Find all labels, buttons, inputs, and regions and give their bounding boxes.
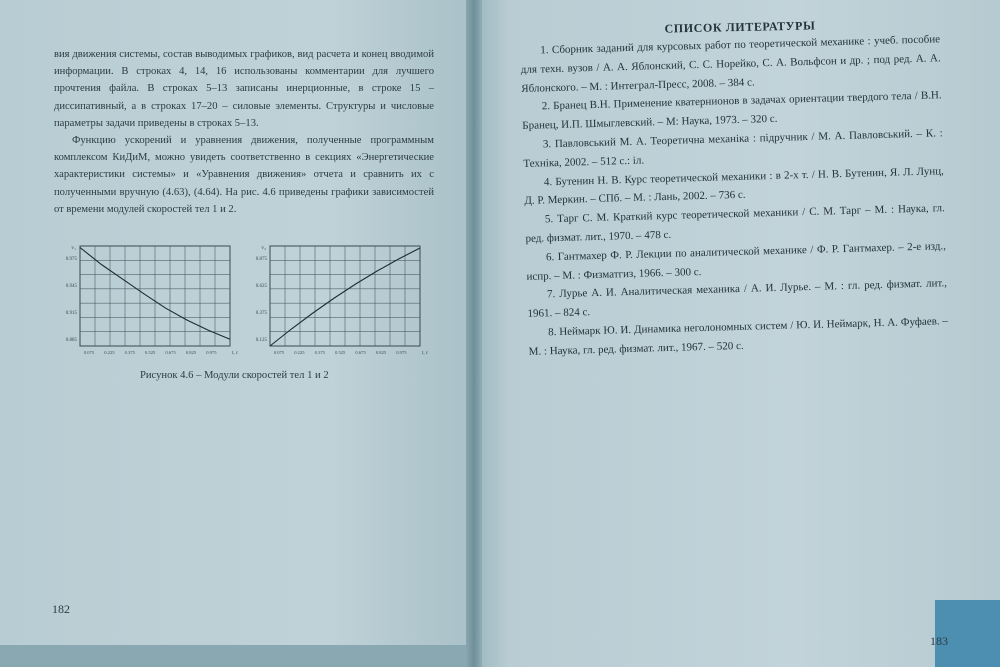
reference-item: 4. Бутенин Н. В. Курс теоретической механики : в 2-х т. / Н. В. Бутенин, Я. Л. Лунц, Д. Р. Меркин. – СПб. – М. : Лань, 2002. – 736 с. bbox=[524, 164, 944, 208]
y-tick-label: 0.915 bbox=[65, 311, 77, 316]
chart-v2 bbox=[240, 236, 430, 364]
page-number-left: 182 bbox=[52, 602, 70, 616]
chart-v1-svg bbox=[50, 236, 240, 364]
book-gutter bbox=[466, 0, 482, 667]
x-tick-label: 0.975 bbox=[396, 350, 407, 355]
y-tick-label: 0.945 bbox=[65, 284, 77, 289]
y-axis-label: v₂ bbox=[261, 245, 266, 251]
references-title: СПИСОК ЛИТЕРАТУРЫ bbox=[664, 18, 816, 36]
reference-item: 2. Бранец В.Н. Применение кватернионов в задачах ориентации твердого тела / В.Н. Бранец, И.П. Шмыглевский. – М: Наука, 1973. – 320 с. bbox=[522, 89, 942, 133]
left-body-text bbox=[54, 46, 434, 218]
x-tick-label: 0.375 bbox=[314, 350, 325, 355]
x-tick-label: 0.825 bbox=[375, 350, 387, 355]
paragraph: вия движения системы, состав выводимых графиков, вид расчета и конец вводимой информации. В строках 4, 14, 16 использованы комментарии для лучшего прочтения файла. В строках 5–13 записаны инерционные, в строке 15 – диссипативный, а в строках 17–20 – силовые элементы. Структуры и числовые параметры задачи приведены в строках 5–13. bbox=[54, 49, 434, 129]
chart-v2-svg bbox=[240, 236, 430, 364]
x-tick-label: 0.225 bbox=[294, 350, 305, 355]
y-tick-label: 0.625 bbox=[255, 284, 267, 289]
references-list bbox=[520, 30, 949, 361]
paragraph: Функцию ускорений и уравнения движения, полученные программным комплексом КиДиМ, можно увидеть соответственно в секциях «Энергетические характеристики системы» и «Уравнения движения» отчета и сравнить их с полученными вручную (4.63), (4.64). На рис. 4.6 приведены графики зависимостей от времени модулей скоростей тел 1 и 2. bbox=[54, 135, 434, 215]
y-tick-label: 0.885 bbox=[65, 338, 77, 343]
reference-item: 6. Гантмахер Ф. Р. Лекции по аналитической механике / Ф. Р. Гантмахер. – 2-е изд., испр. – М. : Физматгиз, 1966. – 300 с. bbox=[526, 239, 947, 283]
x-tick-label: 0.675 bbox=[165, 350, 176, 355]
x-axis-label: t, c bbox=[232, 351, 239, 356]
x-axis-label: t, c bbox=[422, 351, 429, 356]
x-tick-label: 0.375 bbox=[124, 350, 135, 355]
x-tick-label: 0.075 bbox=[273, 350, 285, 355]
figure-caption: Рисунок 4.6 – Модули скоростей тел 1 и 2 bbox=[140, 370, 329, 381]
page-number-right: 183 bbox=[930, 634, 948, 648]
x-tick-label: 0.975 bbox=[206, 350, 217, 355]
y-axis-label: v₁ bbox=[71, 245, 76, 251]
x-tick-label: 0.525 bbox=[145, 350, 156, 355]
page-shadow bbox=[0, 645, 480, 667]
reference-item: 8. Неймарк Ю. И. Динамика неголономных систем / Ю. И. Неймарк, Н. А. Фуфаев. – М. : Наука, гл. ред. физмат. лит., 1967. – 520 с. bbox=[528, 315, 949, 358]
reference-item: 1. Сборник заданий для курсовых работ по теоретической механике : учеб. пособие для техн. вузов / А. А. Яблонский, С. С. Норейко, С. А. Вольфсон и др. ; под ред. А. А. Яблонского. – М. : Интеграл-Пресс, 2008. – 384 с. bbox=[520, 33, 941, 95]
x-tick-label: 0.075 bbox=[83, 350, 95, 355]
chart-v1 bbox=[50, 236, 240, 364]
reference-item: 5. Тарг С. М. Краткий курс теоретической механики / С. М. Тарг – М. : Наука, гл. ред. физмат. лит., 1970. – 478 с. bbox=[525, 202, 945, 245]
x-tick-label: 0.225 bbox=[104, 350, 115, 355]
x-tick-label: 0.525 bbox=[335, 350, 346, 355]
y-tick-label: 0.875 bbox=[255, 257, 267, 262]
reference-item: 7. Лурье А. И. Аналитическая механика / А. И. Лурье. – М. : гл. ред. физмат. лит., 1961. – 824 с. bbox=[527, 277, 948, 321]
x-tick-label: 0.675 bbox=[355, 350, 366, 355]
y-tick-label: 0.975 bbox=[65, 257, 77, 262]
y-tick-label: 0.375 bbox=[255, 311, 267, 316]
y-tick-label: 0.125 bbox=[255, 338, 267, 343]
x-tick-label: 0.825 bbox=[185, 350, 197, 355]
reference-item: 3. Павловський М. А. Теоретична механіка : підручник / М. А. Павловський. – К. : Техніка, 2002. – 512 с.: іл. bbox=[523, 127, 943, 170]
